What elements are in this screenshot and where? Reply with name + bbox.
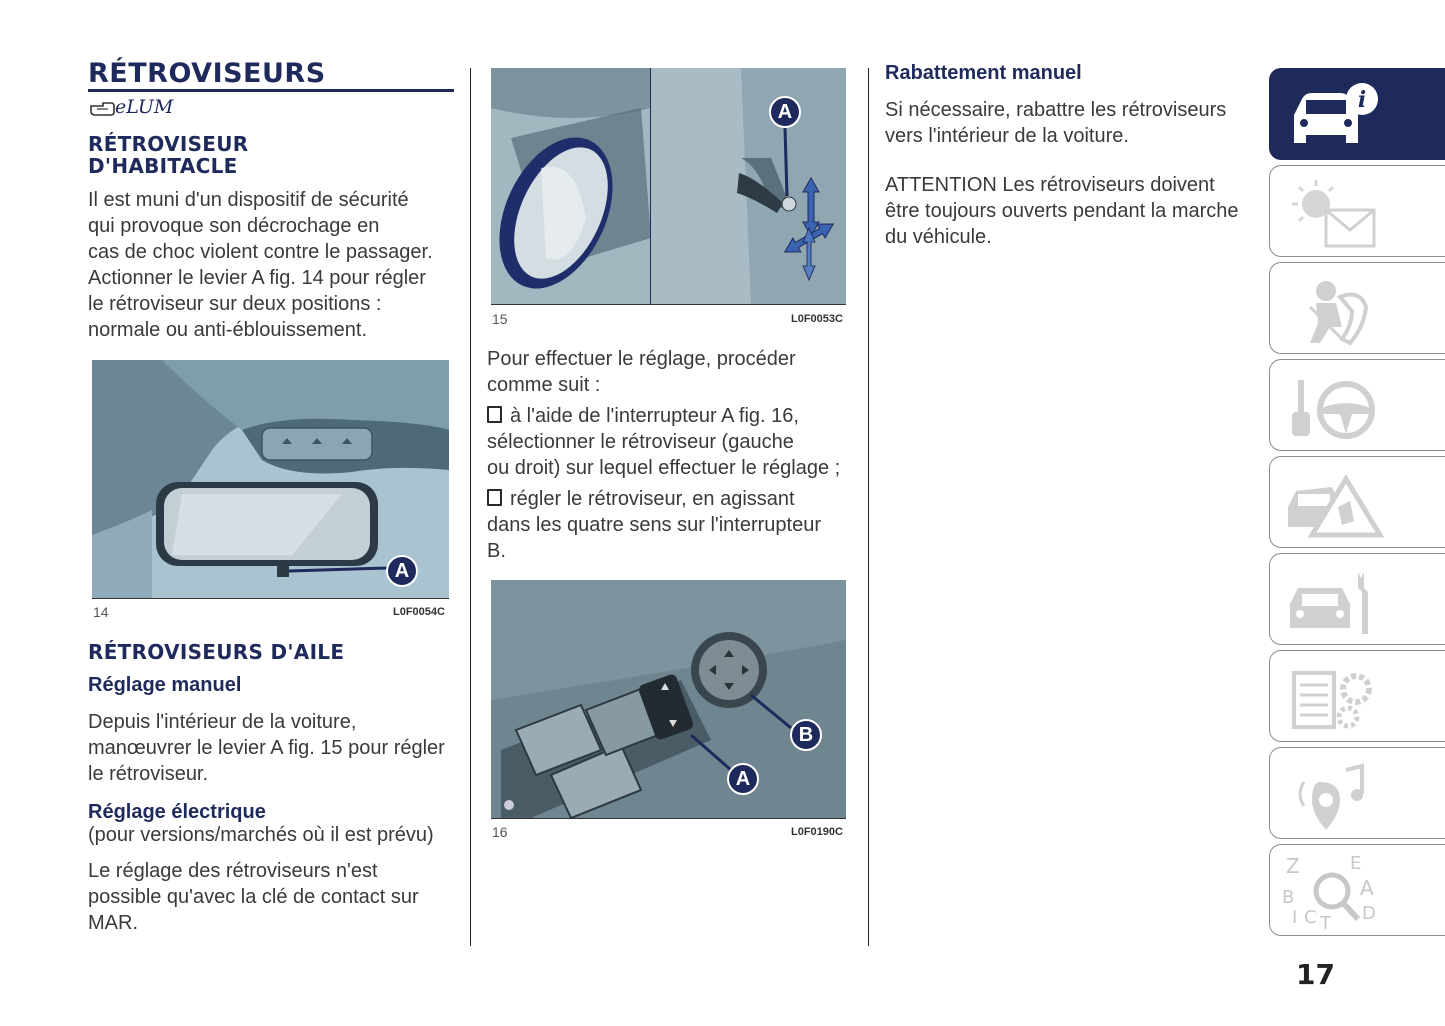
tab-multimedia[interactable] [1269, 747, 1445, 839]
callout-letter: A [777, 101, 793, 123]
emergency-icon [1280, 461, 1390, 545]
procedure-intro [487, 346, 857, 398]
figure-number: 14 [93, 604, 109, 620]
mirror-switch-illustration [491, 580, 846, 818]
manual-fold-text [885, 97, 1260, 149]
text-line: MAR. [88, 912, 138, 934]
maintenance-icon [1280, 558, 1390, 642]
tab-index[interactable] [1269, 844, 1445, 936]
text-line: ou droit) sur lequel effectuer le réglage ; [487, 457, 841, 479]
index-letter: E [1350, 853, 1362, 874]
text-line: vers l'intérieur de la voiture. [885, 125, 1129, 147]
index-letter: Z [1286, 854, 1300, 878]
pointing-hand-icon [89, 98, 115, 118]
procedure-step-2 [487, 486, 857, 564]
checkbox-bullet-icon [487, 406, 502, 423]
text-line: comme suit : [487, 374, 601, 396]
figure-rule [491, 818, 846, 819]
text-line: régler le rétroviseur, en agissant [510, 488, 795, 510]
tab-technical-data[interactable] [1269, 650, 1445, 742]
car-info-icon [1280, 73, 1390, 157]
text-line: le rétroviseur sur deux positions : [88, 293, 382, 315]
index-letter: D [1362, 903, 1376, 924]
text-line: Pour effectuer le réglage, procéder [487, 348, 796, 370]
page-number: 17 [1296, 958, 1335, 991]
callout-a [769, 96, 801, 128]
callout-a [727, 763, 759, 795]
electric-note: (pour versions/marchés où il est prévu) [88, 824, 434, 846]
tab-warning-lights[interactable] [1269, 165, 1445, 257]
elum-label: eLUM [115, 96, 174, 118]
text-line: B. [487, 540, 506, 562]
figure-code: L0F0190C [791, 826, 843, 838]
electric-adjust-text [88, 858, 468, 936]
heading-line: D'HABITACLE [88, 154, 238, 178]
checkbox-bullet-icon [487, 489, 502, 506]
text-line: cas de choc violent contre le passager. [88, 241, 433, 263]
interior-mirror-text [88, 187, 458, 343]
figure-16-electric-switch [491, 580, 846, 818]
tab-car-info[interactable] [1269, 68, 1445, 160]
text-line: possible qu'avec la clé de contact sur [88, 886, 419, 908]
text-line: le rétroviseur. [88, 763, 209, 785]
title-underline [88, 89, 454, 92]
section-title: RÉTROVISEURS [88, 58, 326, 89]
text-line: à l'aide de l'interrupteur A fig. 16, [510, 405, 799, 427]
warning-lights-icon [1280, 170, 1390, 254]
text-line: sélectionner le rétroviseur (gauche [487, 431, 794, 453]
text-line: Actionner le levier A fig. 14 pour régler [88, 267, 426, 289]
text-line: Il est muni d'un dispositif de sécurité [88, 189, 409, 211]
tab-maintenance[interactable] [1269, 553, 1445, 645]
heading-manual-adjust: Réglage manuel [88, 674, 242, 696]
callout-b [790, 719, 822, 751]
text-line: manœuvrer le levier A fig. 15 pour régler [88, 737, 445, 759]
text-line: Depuis l'intérieur de la voiture, [88, 711, 357, 733]
callout-a [386, 555, 418, 587]
text-line: qui provoque son décrochage en [88, 215, 380, 237]
text-line: être toujours ouverts pendant la marche [885, 200, 1239, 222]
figure-code: L0F0053C [791, 313, 843, 325]
column-divider [470, 68, 471, 946]
heading-manual-fold: Rabattement manuel [885, 62, 1082, 84]
index-letter: B [1282, 887, 1295, 908]
text-line: ATTENTION Les rétroviseurs doivent [885, 174, 1215, 196]
heading-wing-mirrors: RÉTROVISEURS D'AILE [88, 640, 345, 664]
procedure-step-1 [487, 403, 857, 481]
callout-letter: B [798, 724, 814, 746]
manual-adjust-text [88, 709, 468, 787]
tab-starting-driving[interactable] [1269, 359, 1445, 451]
text-line: normale ou anti-éblouissement. [88, 319, 368, 341]
index-letter: C [1304, 907, 1317, 928]
figure-15-manual-lever [491, 68, 846, 304]
tab-emergency[interactable] [1269, 456, 1445, 548]
figure-14-interior-mirror [92, 360, 449, 599]
callout-letter: A [735, 768, 751, 790]
starting-driving-icon [1280, 364, 1390, 448]
callout-letter: A [394, 560, 410, 582]
figure-rule [491, 304, 846, 305]
text-line: dans les quatre sens sur l'interrupteur [487, 514, 821, 536]
text-line: du véhicule. [885, 226, 992, 248]
column-divider [868, 68, 869, 946]
heading-line: RÉTROVISEUR [88, 132, 249, 156]
heading-interior-mirror [88, 133, 249, 177]
figure-number: 15 [492, 311, 508, 327]
figure-number: 16 [492, 824, 508, 840]
figure-rule [92, 598, 449, 599]
text-line: Le réglage des rétroviseurs n'est [88, 860, 378, 882]
technical-data-icon [1280, 655, 1390, 739]
figure-code: L0F0054C [393, 606, 445, 618]
index-letter: I [1292, 907, 1298, 928]
index-letter: T [1320, 913, 1331, 933]
text-line: Si nécessaire, rabattre les rétroviseurs [885, 99, 1227, 121]
airbag-safety-icon [1280, 267, 1390, 351]
multimedia-icon [1280, 752, 1390, 836]
svg-text:i: i [1357, 87, 1367, 113]
index-letter: A [1360, 876, 1374, 900]
tab-safety[interactable] [1269, 262, 1445, 354]
index-icon [1280, 849, 1390, 933]
heading-electric-adjust: Réglage électrique [88, 801, 266, 823]
attention-text [885, 172, 1260, 250]
